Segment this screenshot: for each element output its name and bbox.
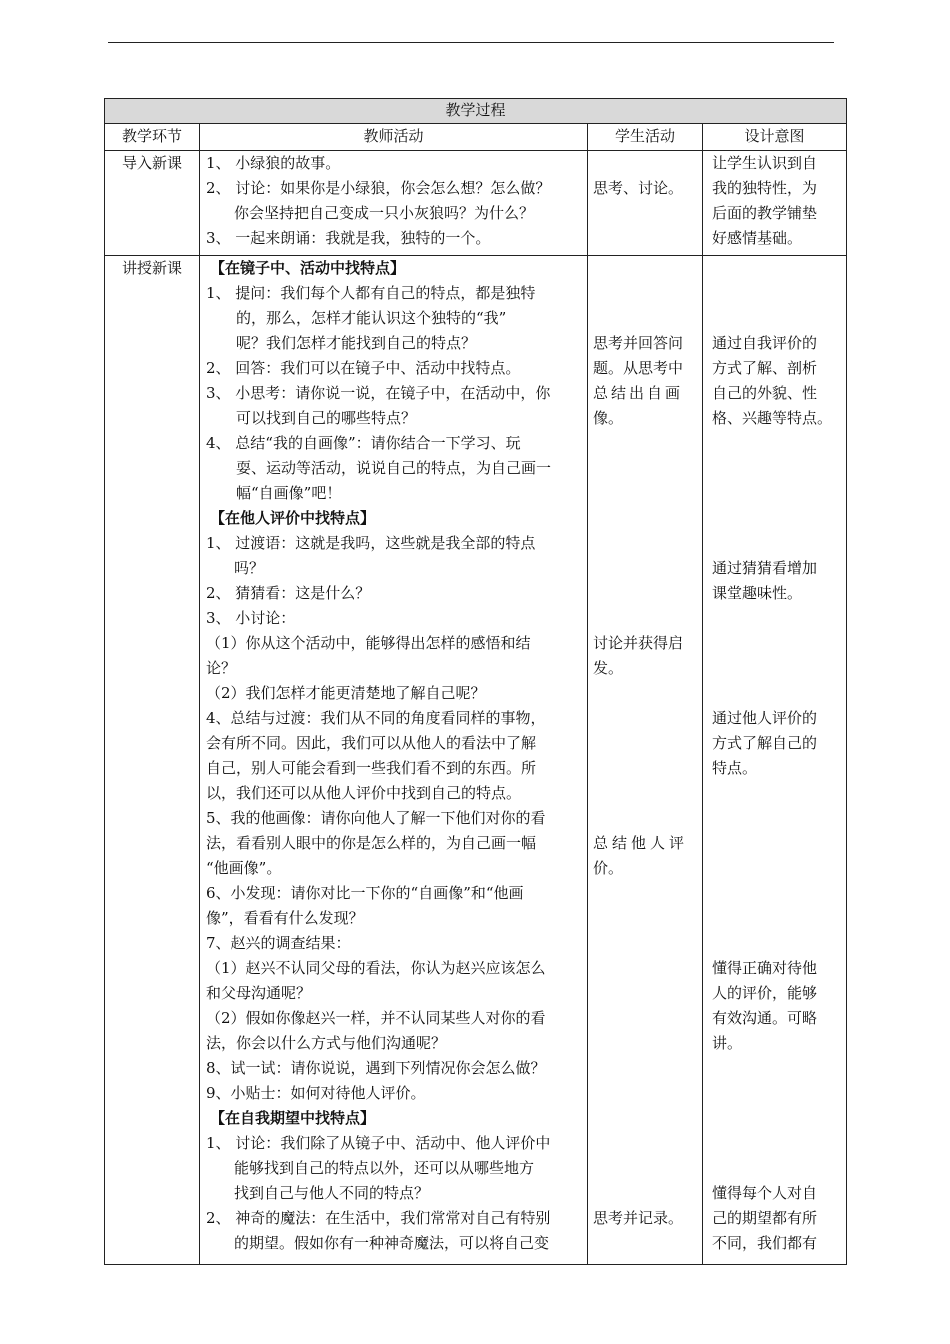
teacher-line: 2、 神奇的魔法：在生活中，我们常常对自己有特别 [206, 1209, 551, 1227]
teacher-line: 自己，别人可能会看到一些我们看不到的东西。所 [206, 759, 537, 777]
intent-line: 人的评价，能够 [712, 984, 818, 1002]
teacher-line: 论？ [206, 659, 237, 677]
intent-line: 特点。 [712, 759, 758, 777]
teacher-line: 的期望。假如你有一种神奇魔法，可以将自己变 [234, 1234, 550, 1252]
teacher-line: “他画像”。 [206, 859, 282, 877]
teacher-line: 能够找到自己的特点以外，还可以从哪些地方 [234, 1159, 535, 1177]
header-rule [108, 42, 834, 43]
teacher-line: 2、 讨论：如果你是小绿狼，你会怎么想？怎么做？ [206, 179, 551, 197]
teacher-line: 可以找到自己的哪些特点？ [236, 409, 417, 427]
teacher-line: 6、小发现：请你对比一下你的“自画像”和“他画 [206, 884, 524, 902]
student-line: 总结出自画 [593, 384, 684, 402]
teacher-line: 1、 讨论：我们除了从镜子中、活动中、他人评价中 [206, 1134, 551, 1152]
header-intent: 设计意图 [703, 124, 847, 151]
teacher-line: 5、我的他画像：请你向他人了解一下他们对你的看 [206, 809, 546, 827]
teacher-line: 你会坚持把自己变成一只小灰狼吗？为什么？ [234, 204, 535, 222]
section-heading: 【在镜子中、活动中找特点】 [210, 259, 406, 277]
header-student: 学生活动 [588, 124, 703, 151]
teacher-line: 3、 小讨论： [206, 609, 296, 627]
teacher-line: 找到自己与他人不同的特点？ [234, 1184, 430, 1202]
student-line: 思考并记录。 [593, 1209, 684, 1227]
teacher-line: 4、总结与过渡：我们从不同的角度看同样的事物， [206, 709, 546, 727]
stage-cell: 讲授新课 [121, 259, 182, 277]
teacher-line: 2、 回答：我们可以在镜子中、活动中找特点。 [206, 359, 521, 377]
stage-cell: 导入新课 [121, 154, 182, 172]
teacher-line: 以，我们还可以从他人评价中找到自己的特点。 [206, 784, 522, 802]
teacher-line: （1）赵兴不认同父母的看法，你认为赵兴应该怎么 [206, 959, 546, 977]
teacher-line: 2、 猜猜看：这是什么？ [206, 584, 371, 602]
teacher-line: 8、试一试：请你说说，遇到下列情况你会怎么做？ [206, 1059, 546, 1077]
teacher-line: 1、 小绿狼的故事。 [206, 154, 341, 172]
header-row [105, 124, 847, 151]
student-line: 题。从思考中 [593, 359, 684, 377]
intent-line: 方式了解自己的 [712, 734, 818, 752]
teaching-process-table [104, 98, 847, 1265]
section-heading: 【在他人评价中找特点】 [210, 509, 376, 527]
teacher-line: 7、赵兴的调查结果： [206, 934, 351, 952]
teacher-line: 的，那么，怎样才能认识这个独特的“我” [236, 309, 507, 327]
intent-line: 懂得正确对待他 [712, 959, 818, 977]
teacher-line: （1）你从这个活动中，能够得出怎样的感悟和结 [206, 634, 531, 652]
teacher-line: 吗？ [234, 559, 265, 577]
intent-line: 方式了解、剖析 [712, 359, 818, 377]
table-title: 教学过程 [105, 99, 847, 124]
teacher-line: 像”，看看有什么发现？ [206, 909, 364, 927]
teacher-line: 9、小贴士：如何对待他人评价。 [206, 1084, 426, 1102]
teacher-line: （2）假如你像赵兴一样，并不认同某些人对你的看 [206, 1009, 546, 1027]
table-row [105, 256, 847, 1265]
teacher-line: 法，你会以什么方式与他们沟通呢？ [206, 1034, 447, 1052]
intent-line: 讲。 [712, 1034, 743, 1052]
student-line: 思考、讨论。 [593, 179, 684, 197]
teacher-line: 法，看看别人眼中的你是怎么样的，为自己画一幅 [206, 834, 537, 852]
table-row [105, 151, 847, 256]
teacher-line: 呢？我们怎样才能找到自己的特点？ [236, 334, 477, 352]
student-line: 讨论并获得启 [593, 634, 684, 652]
intent-line: 己的期望都有所 [712, 1209, 818, 1227]
intent-line: 不同，我们都有 [712, 1234, 818, 1252]
intent-line: 后面的教学铺垫 [712, 204, 818, 222]
intent-line: 通过自我评价的 [712, 334, 818, 352]
teacher-line: 1、 过渡语：这就是我吗，这些就是我全部的特点 [206, 534, 536, 552]
intent-line: 有效沟通。可略 [712, 1009, 818, 1027]
intent-line: 格、兴趣等特点。 [712, 409, 833, 427]
intent-line: 课堂趣味性。 [712, 584, 803, 602]
intent-line: 通过他人评价的 [712, 709, 818, 727]
student-line: 总结他人评 [593, 834, 689, 852]
header-teacher: 教师活动 [200, 124, 588, 151]
section-heading: 【在自我期望中找特点】 [210, 1109, 376, 1127]
teacher-line: 和父母沟通呢？ [206, 984, 312, 1002]
teacher-line: 幅“自画像”吧！ [236, 484, 342, 502]
student-line: 思考并回答问 [593, 334, 684, 352]
intent-line: 让学生认识到自 [712, 154, 818, 172]
student-line: 价。 [593, 859, 624, 877]
teacher-line: （2）我们怎样才能更清楚地了解自己呢？ [206, 684, 486, 702]
teacher-line: 耍、运动等活动，说说自己的特点，为自己画一 [236, 459, 552, 477]
teacher-line: 3、 小思考：请你说一说，在镜子中，在活动中，你 [206, 384, 551, 402]
teacher-line: 会有所不同。因此，我们可以从他人的看法中了解 [206, 734, 537, 752]
intent-line: 懂得每个人对自 [712, 1184, 818, 1202]
intent-line: 通过猜猜看增加 [712, 559, 818, 577]
intent-line: 自己的外貌、性 [712, 384, 818, 402]
teacher-line: 4、 总结“我的自画像”：请你结合一下学习、玩 [206, 434, 521, 452]
header-stage: 教学环节 [105, 124, 200, 151]
intent-line: 我的独特性，为 [712, 179, 818, 197]
student-line: 像。 [593, 409, 624, 427]
teacher-line: 3、 一起来朗诵：我就是我，独特的一个。 [206, 229, 491, 247]
teacher-line: 1、 提问：我们每个人都有自己的特点，都是独特 [206, 284, 536, 302]
intent-line: 好感情基础。 [712, 229, 803, 247]
student-line: 发。 [593, 659, 624, 677]
